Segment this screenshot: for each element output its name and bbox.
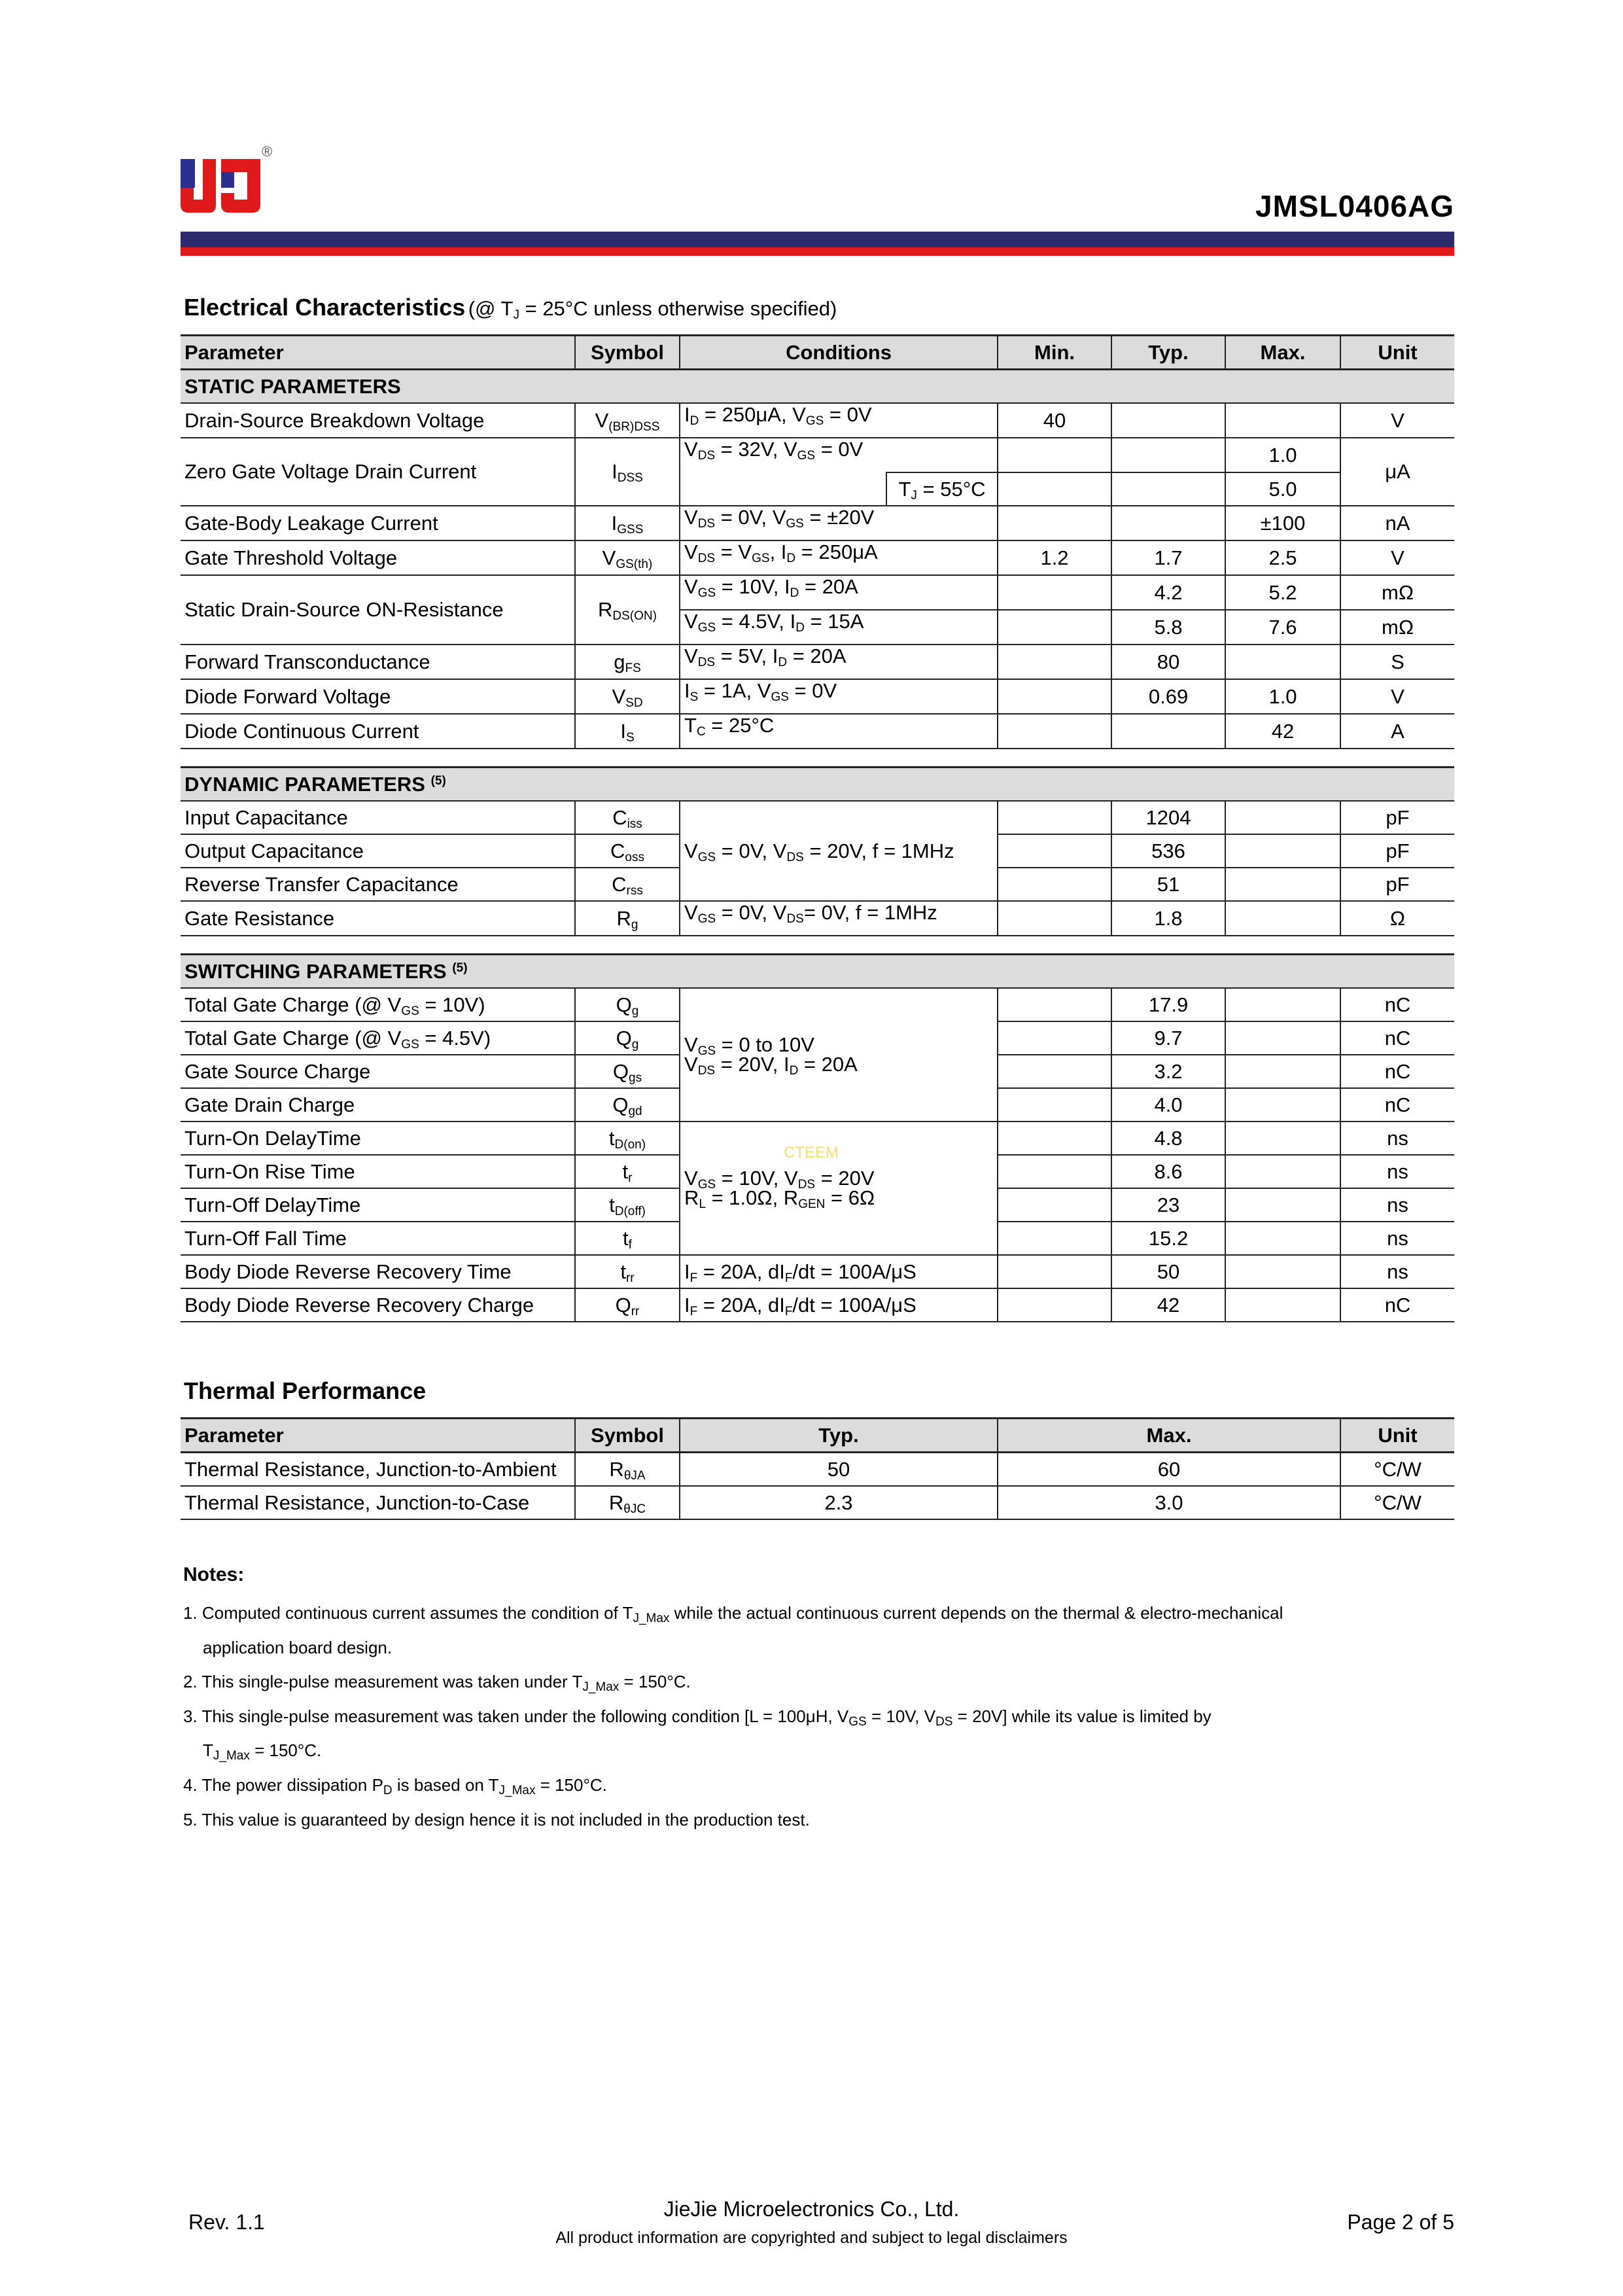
table-cell: 1204 [1111, 801, 1225, 834]
table-row [181, 955, 1454, 989]
table-cell: Gate-Body Leakage Current [181, 506, 575, 540]
table-cell [1111, 403, 1225, 438]
table-cell: Diode Forward Voltage [181, 679, 575, 714]
table-cell: 1.0 [1225, 438, 1340, 472]
table-cell: 1.7 [1111, 540, 1225, 575]
table-cell: $C_{rss}$ [575, 868, 680, 901]
note-1-cont: application board design. [203, 1638, 393, 1657]
company-name: JieJie Microelectronics Co., Ltd. [663, 2197, 960, 2221]
table-cell: Gate Threshold Voltage [181, 540, 575, 575]
table-cell: °C/W [1340, 1486, 1454, 1519]
table-cell: nA [1340, 506, 1454, 540]
table-header-row [181, 336, 1454, 370]
table-cell: 42 [1225, 714, 1340, 749]
table-cell [998, 679, 1111, 714]
table-cell [998, 834, 1111, 868]
legal-disclaimer: All product information are copyrighted and subject to legal disclaimers [555, 2229, 1068, 2247]
table-cell: 5.8 [1111, 610, 1225, 645]
table-cell: $Q_g$ [575, 988, 680, 1021]
table-cell: $V_{DS} = 0V$, $V_{GS} = \pm 20V$ [680, 506, 998, 540]
table-cell [998, 801, 1111, 834]
table-cell: $I_{GSS}$ [575, 506, 680, 540]
column-header: Conditions [680, 336, 998, 370]
table-cell [1225, 1055, 1340, 1088]
table-row [181, 714, 1454, 749]
table-cell: 17.9 [1111, 988, 1225, 1021]
table-cell: $C_{iss}$ [575, 801, 680, 834]
table-cell: 5.0 [1225, 472, 1340, 506]
table-cell: ns [1340, 1155, 1454, 1188]
table-row [181, 403, 1454, 438]
table-cell: 2.5 [1225, 540, 1340, 575]
table-cell: Total Gate Charge (@ $V_{GS} = 4.5V$) [181, 1021, 575, 1055]
table-cell: Input Capacitance [181, 801, 575, 834]
table-cell: $I_D = 250\mu A$, $V_{GS} = 0V$ [680, 403, 998, 438]
table-cell: 42 [1111, 1288, 1225, 1322]
table-cell: $I_{DSS}$ [575, 438, 680, 506]
table-cell: mΩ [1340, 575, 1454, 610]
column-header: Unit [1340, 1419, 1454, 1453]
table-cell: 60 [998, 1453, 1340, 1487]
table-row [181, 370, 1454, 404]
static-section-title: STATIC PARAMETERS [181, 370, 1454, 404]
table-cell: 23 [1111, 1188, 1225, 1222]
table-cell [1225, 901, 1340, 936]
table-cell: Body Diode Reverse Recovery Time [181, 1255, 575, 1288]
table-cell [1111, 714, 1225, 749]
table-cell: A [1340, 714, 1454, 749]
table-cell [998, 472, 1111, 506]
table-cell: nC [1340, 1055, 1454, 1088]
table-cell: $V_{DS} = V_{GS}$, $I_D = 250\mu A$ [680, 540, 998, 575]
table-cell: $V_{DS} = 32V$, $V_{GS} = 0V$ [680, 438, 998, 472]
note-3-cont: $T_{J\_Max} = 150^\circ C$. [203, 1740, 322, 1763]
table-cell [998, 1188, 1111, 1222]
table-cell: $V_{GS} = 10V$, $V_{DS} = 20V$ $R_L = 1.0\Omega$, $R_{GEN} = 6\Omega$ [680, 1122, 998, 1255]
thermal-title: Thermal Performance [184, 1377, 427, 1404]
switching-section-title: SWITCHING PARAMETERS $^{(5)}$ [181, 955, 1454, 989]
company-logo [175, 143, 280, 219]
table-cell: Gate Source Charge [181, 1055, 575, 1088]
table-cell: Body Diode Reverse Recovery Charge [181, 1288, 575, 1322]
table-cell: $T_J = 55^\circ C$ [886, 472, 998, 506]
column-header: Min. [998, 336, 1111, 370]
note-5: 5. This value is guaranteed by design hence it is not included in the production test. [183, 1810, 810, 1829]
table-cell: 9.7 [1111, 1021, 1225, 1055]
table-cell: $V_{SD}$ [575, 679, 680, 714]
table-cell: Gate Drain Charge [181, 1088, 575, 1122]
column-header: Typ. [1111, 336, 1225, 370]
table-cell: 50 [1111, 1255, 1225, 1288]
table-row [181, 901, 1454, 936]
table-cell: Gate Resistance [181, 901, 575, 936]
note-2: 2. This single-pulse measurement was taken under $T_{J\_Max} = 150^\circ C$. [183, 1672, 691, 1694]
table-cell [1111, 472, 1225, 506]
table-cell: V [1340, 540, 1454, 575]
table-cell: S [1340, 645, 1454, 679]
table-cell: Reverse Transfer Capacitance [181, 868, 575, 901]
table-cell [1225, 1155, 1340, 1188]
table-row [181, 540, 1454, 575]
table-cell: 3.0 [998, 1486, 1340, 1519]
table-cell [998, 1155, 1111, 1188]
table-cell: $R_{DS(ON)}$ [575, 575, 680, 645]
table-cell: $I_S$ [575, 714, 680, 749]
table-cell: 51 [1111, 868, 1225, 901]
table-cell: $T_C = 25^\circ C$ [680, 714, 998, 749]
table-cell [1225, 1222, 1340, 1255]
table-cell: $V_{GS} = 0V$, $V_{DS} = 20V$, f = 1MHz [680, 801, 998, 901]
table-cell [1111, 506, 1225, 540]
table-cell [181, 936, 1454, 955]
table-cell [680, 472, 886, 506]
table-cell: $Q_g$ [575, 1021, 680, 1055]
table-row [181, 1255, 1454, 1288]
table-cell: $Q_{rr}$ [575, 1288, 680, 1322]
note-3: 3. This single-pulse measurement was taken under the following condition [L = 100μH, $V_{GS} = 10V$, $V_{DS} = 20V$] while its value is limited by [183, 1706, 1212, 1729]
table-cell [1225, 988, 1340, 1021]
table-cell: 4.0 [1111, 1088, 1225, 1122]
table-cell: $R_g$ [575, 901, 680, 936]
table-cell: Diode Continuous Current [181, 714, 575, 749]
table-cell: mΩ [1340, 610, 1454, 645]
table-cell [998, 868, 1111, 901]
table-cell: Zero Gate Voltage Drain Current [181, 438, 575, 506]
table-cell: $t_{rr}$ [575, 1255, 680, 1288]
table-cell: $I_F = 20A$, $dI_F/dt = 100A/\mu S$ [680, 1288, 998, 1322]
header-blue-bar [181, 232, 1454, 247]
table-cell [1225, 801, 1340, 834]
table-cell: Drain-Source Breakdown Voltage [181, 403, 575, 438]
table-row [181, 936, 1454, 955]
table-cell: ns [1340, 1222, 1454, 1255]
table-cell: Static Drain-Source ON-Resistance [181, 575, 575, 645]
table-cell [998, 1288, 1111, 1322]
part-number: JMSL0406AG [1255, 189, 1454, 223]
table-row [181, 1486, 1454, 1519]
table-cell: ±100 [1225, 506, 1340, 540]
table-cell: 8.6 [1111, 1155, 1225, 1188]
table-cell: $t_f$ [575, 1222, 680, 1255]
table-header-row [181, 1419, 1454, 1453]
table-cell: nC [1340, 1088, 1454, 1122]
table-cell: μA [1340, 438, 1454, 506]
header-red-bar [181, 247, 1454, 256]
table-cell: $V_{(BR)DSS}$ [575, 403, 680, 438]
table-cell: Output Capacitance [181, 834, 575, 868]
table-cell: Turn-Off Fall Time [181, 1222, 575, 1255]
table-cell: Turn-On Rise Time [181, 1155, 575, 1188]
table-cell [998, 714, 1111, 749]
table-cell: $C_{oss}$ [575, 834, 680, 868]
table-cell: $V_{GS} = 4.5V$, $I_D = 15A$ [680, 610, 998, 645]
table-cell: $V_{GS} = 0$ to 10V $V_{DS} = 20V$, $I_D = 20A$ [680, 988, 998, 1122]
table-row [181, 749, 1454, 768]
table-cell: ns [1340, 1122, 1454, 1155]
table-row [181, 645, 1454, 679]
table-cell [998, 1088, 1111, 1122]
table-cell: 536 [1111, 834, 1225, 868]
table-row [181, 679, 1454, 714]
table-cell [1225, 1122, 1340, 1155]
registered-mark: ® [262, 143, 273, 160]
table-cell: V [1340, 403, 1454, 438]
watermark: CTEEM [784, 1144, 839, 1161]
table-cell [1225, 1188, 1340, 1222]
table-cell: pF [1340, 834, 1454, 868]
column-header: Max. [998, 1419, 1340, 1453]
table-cell [998, 506, 1111, 540]
column-header: Max. [1225, 336, 1340, 370]
table-cell [998, 610, 1111, 645]
table-row [181, 1453, 1454, 1487]
column-header: Typ. [680, 1419, 998, 1453]
table-cell: pF [1340, 868, 1454, 901]
table-cell: 0.69 [1111, 679, 1225, 714]
table-cell: $V_{GS} = 0V$, $V_{DS}= 0V$, f = 1MHz [680, 901, 998, 936]
table-cell: $I_S = 1A$, $V_{GS} = 0V$ [680, 679, 998, 714]
table-cell: 4.8 [1111, 1122, 1225, 1155]
table-row [181, 801, 1454, 834]
table-cell: 4.2 [1111, 575, 1225, 610]
table-cell: $R_{\theta JA}$ [575, 1453, 680, 1487]
note-1: 1. Computed continuous current assumes the condition of $T_{J\_Max}$ while the actual continuous current depends on the thermal & electro-mechanical [183, 1603, 1283, 1625]
table-cell [181, 749, 1454, 768]
table-cell: 50 [680, 1453, 998, 1487]
table-cell: Forward Transconductance [181, 645, 575, 679]
table-cell: Thermal Resistance, Junction-to-Ambient [181, 1453, 575, 1487]
table-cell: $Q_{gs}$ [575, 1055, 680, 1088]
table-cell [998, 1255, 1111, 1288]
table-cell: $V_{DS} = 5V$, $I_D = 20A$ [680, 645, 998, 679]
table-cell [998, 575, 1111, 610]
table-cell: 40 [998, 403, 1111, 438]
table-cell [998, 988, 1111, 1021]
table-cell: 15.2 [1111, 1222, 1225, 1255]
table-cell [1225, 645, 1340, 679]
table-cell [1111, 438, 1225, 472]
table-cell: 7.6 [1225, 610, 1340, 645]
table-cell: ns [1340, 1188, 1454, 1222]
table-cell: $t_{D(on)}$ [575, 1122, 680, 1155]
table-cell: 5.2 [1225, 575, 1340, 610]
table-cell: V [1340, 679, 1454, 714]
table-cell [1225, 1288, 1340, 1322]
table-cell: $R_{\theta JC}$ [575, 1486, 680, 1519]
table-row [181, 988, 1454, 1021]
table-cell: $Q_{gd}$ [575, 1088, 680, 1122]
table-cell [998, 438, 1111, 472]
table-cell: 2.3 [680, 1486, 998, 1519]
table-cell: Ω [1340, 901, 1454, 936]
table-cell [1225, 868, 1340, 901]
table-cell [998, 901, 1111, 936]
electrical-table [181, 334, 1454, 1322]
dynamic-section-title: DYNAMIC PARAMETERS $^{(5)}$ [181, 768, 1454, 802]
table-cell: ns [1340, 1255, 1454, 1288]
note-4: 4. The power dissipation $P_D$ is based on $T_{J\_Max} = 150^\circ C$. [183, 1775, 607, 1797]
table-cell [1225, 1088, 1340, 1122]
table-cell [1225, 403, 1340, 438]
table-cell [1225, 834, 1340, 868]
table-cell: Turn-Off DelayTime [181, 1188, 575, 1222]
table-cell: $g_{FS}$ [575, 645, 680, 679]
table-cell: $I_F = 20A$, $dI_F/dt = 100A/\mu S$ [680, 1255, 998, 1288]
table-cell: $V_{GS} = 10V$, $I_D = 20A$ [680, 575, 998, 610]
table-row [181, 506, 1454, 540]
table-cell: 3.2 [1111, 1055, 1225, 1088]
table-cell: $t_{D(off)}$ [575, 1188, 680, 1222]
table-cell: Total Gate Charge (@ $V_{GS} = 10V$) [181, 988, 575, 1021]
column-header: Symbol [575, 1419, 680, 1453]
table-cell: °C/W [1340, 1453, 1454, 1487]
notes-title: Notes: [183, 1564, 245, 1585]
table-cell: Thermal Resistance, Junction-to-Case [181, 1486, 575, 1519]
column-header: Unit [1340, 336, 1454, 370]
table-cell: 80 [1111, 645, 1225, 679]
table-cell [998, 1222, 1111, 1255]
table-cell: 1.2 [998, 540, 1111, 575]
table-row [181, 1288, 1454, 1322]
revision: Rev. 1.1 [188, 2210, 265, 2234]
thermal-table [181, 1417, 1454, 1520]
column-header: Parameter [181, 336, 575, 370]
table-cell [998, 645, 1111, 679]
table-cell [1225, 1021, 1340, 1055]
table-cell: nC [1340, 1288, 1454, 1322]
table-cell: 1.8 [1111, 901, 1225, 936]
table-cell: nC [1340, 988, 1454, 1021]
table-cell: 1.0 [1225, 679, 1340, 714]
column-header: Symbol [575, 336, 680, 370]
table-cell [1225, 1255, 1340, 1288]
table-cell: $t_r$ [575, 1155, 680, 1188]
table-cell [998, 1122, 1111, 1155]
column-header: Parameter [181, 1419, 575, 1453]
table-cell: pF [1340, 801, 1454, 834]
table-cell [998, 1055, 1111, 1088]
table-cell: nC [1340, 1021, 1454, 1055]
table-cell: $V_{GS(th)}$ [575, 540, 680, 575]
page-number: Page 2 of 5 [1347, 2210, 1454, 2234]
table-row [181, 768, 1454, 802]
table-row [181, 438, 1454, 472]
table-cell: Turn-On DelayTime [181, 1122, 575, 1155]
table-row [181, 575, 1454, 610]
electrical-title: Electrical Characteristics (@ $T_J = 25^\circ C$ unless otherwise specified) [184, 294, 837, 322]
table-cell [998, 1021, 1111, 1055]
